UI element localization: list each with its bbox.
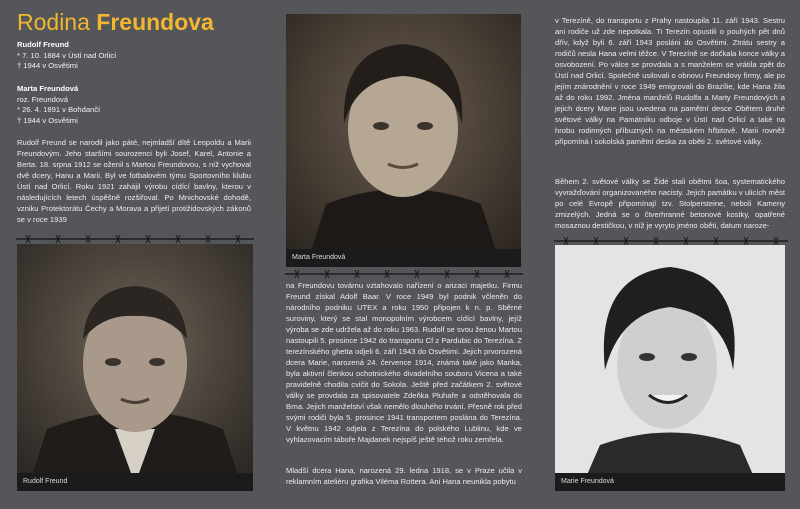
marie-photo bbox=[555, 245, 785, 491]
marta-name: Marta Freundová bbox=[17, 84, 79, 93]
rudolf-died: † 1944 v Osvětimi bbox=[17, 61, 78, 71]
col3-paragraph-2: Během 2. světové války se Židé stali obětmi šoa, systematického vyvražďování organizovaného nacisty. Jejich památku v ulicích měst po celé Evropě připomínají tzv. Stolpersteine, neboli Kameny zmizelých. Jedná se o čtverhranné betonové kostky, opatřené mosaznou destičkou, v níž je vyryto jméno oběti, datum naroze- bbox=[555, 177, 785, 230]
col2-paragraph-2: Mladší dcera Hana, narozená 29. ledna 1918, se v Praze učila v reklamním ateliéru grafika Viléma Rottera. Ani Hana neunikla pobytu bbox=[286, 466, 522, 486]
marta-died: † 1944 v Osvětimi bbox=[17, 115, 78, 125]
barbed-wire-divider bbox=[285, 269, 523, 279]
marie-portrait-image bbox=[555, 245, 785, 491]
rudolf-portrait-image bbox=[17, 244, 253, 491]
rudolf-photo bbox=[17, 244, 253, 491]
rudolf-name: Rudolf Freund bbox=[17, 40, 69, 49]
rudolf-info bbox=[17, 40, 116, 72]
col3-paragraph-1: v Terezíně, do transportu z Prahy nastoupila 11. září 1943. Sestru ani rodiče už zde nepotkala. Ti Terezín opustili o pouhých pět dnů dřív, když byli 6. září 1943 posláni do Osvětimi. Ztrátu sestry a rodičů nesla Hana velmi těžce. V Terezíně se dočkala konce války a osvobození. Po válce se provdala a s manželem se vrátila zpět do Ústí nad Orlicí. Společně usilovali o obnovu Freundovy firmy, ale po jejím znárodnění v roce 1949 emigrovali do Brazílie, kde Hana žila až do roku 1992. Jména manželů Rudolfa a Marty Freundových a jejich dcery Marie jsou uvedena na pamětní desce Obětem druhé světové války na Památníku odboje v Ústí nad Orlicí a také na hrobu rodinných příbuzných na městském hřbitově. Marii rovněž připomíná i sokolská pamětní deska za oběti 2. světové války. bbox=[555, 16, 785, 146]
marta-photo bbox=[286, 14, 521, 267]
marta-maiden: roz. Freundová bbox=[17, 94, 69, 104]
page-title: Rodina Freundova bbox=[17, 9, 214, 35]
marta-caption: Marta Freundová bbox=[286, 249, 521, 267]
col1-paragraph: Rudolf Freund se narodil jako páté, nejmladší dítě Leopoldu a Marii Freundovým. Jeho staršími sourozenci byli Josef, Karel, Antonie a Berta. 18. srpna 1912 se oženil s Martou Freundovou, s níž vychoval dvě dcery, Hanu a Marii. Byl ve fotbalovém týmu Sportovního klubu Ústí nad Orlicí. Roku 1921 zahájil výrobu cídící bavlny, kterou v následujících letech úspěšně rozšiřoval. Po Mnichovské dohodě, vzniku Protektorátu Čechy a Morava a přijetí protižidovských zákonů se v roce 1939 bbox=[17, 138, 251, 224]
barbed-wire-divider bbox=[16, 234, 254, 244]
col2-paragraph-1: na Freundovu továrnu vztahovalo nařízení o arizaci majetku. Firmu Freund získal Adolf Baar. V roce 1949 byl podnik včleněn do národního podniku UTEX a roku 1950 připojen k n. p. Sběrné suroviny, který se stal monopolním výrobcem cídící bavlny, jejíž výroba se zde udržela až do roku 1963. Rudolf se svou ženou Martou nastoupili 5. prosince 1942 do transportu Cf z Pardubic do Terezína. Z terezínského ghetta odjeli 6. září 1943 do Osvětimi. Jejich prvorozená dcera Marie, narozená 24. července 1914, známá také jako Manka, byla aktivní členkou ochotnického divadelního souboru Vicena a také pravidelně chodila cvičit do Sokola. Ještě před začátkem 2. světové války se provdala za spisovatele Zdeňka Pluhaře a odstěhovala do Brna. Jejich manželství však nemělo dlouhého trvání. Přesně rok před svými rodiči byla 5. prosince 1941 transportem poslána do Terezína. V květnu 1942 odjela z Terezína do polského Lublinu, kde ve vyhlazovacím táboře Majdanek nejspíš ještě téhož roku zemřela. bbox=[286, 281, 522, 444]
marta-portrait-image bbox=[286, 14, 521, 267]
marta-info bbox=[17, 84, 100, 126]
rudolf-caption: Rudolf Freund bbox=[17, 473, 253, 491]
marie-caption: Marie Freundová bbox=[555, 473, 785, 491]
marta-born: * 26. 4. 1891 v Bohdančí bbox=[17, 105, 101, 115]
rudolf-born: * 7. 10. 1884 v Ústí nad Orlicí bbox=[17, 50, 117, 60]
